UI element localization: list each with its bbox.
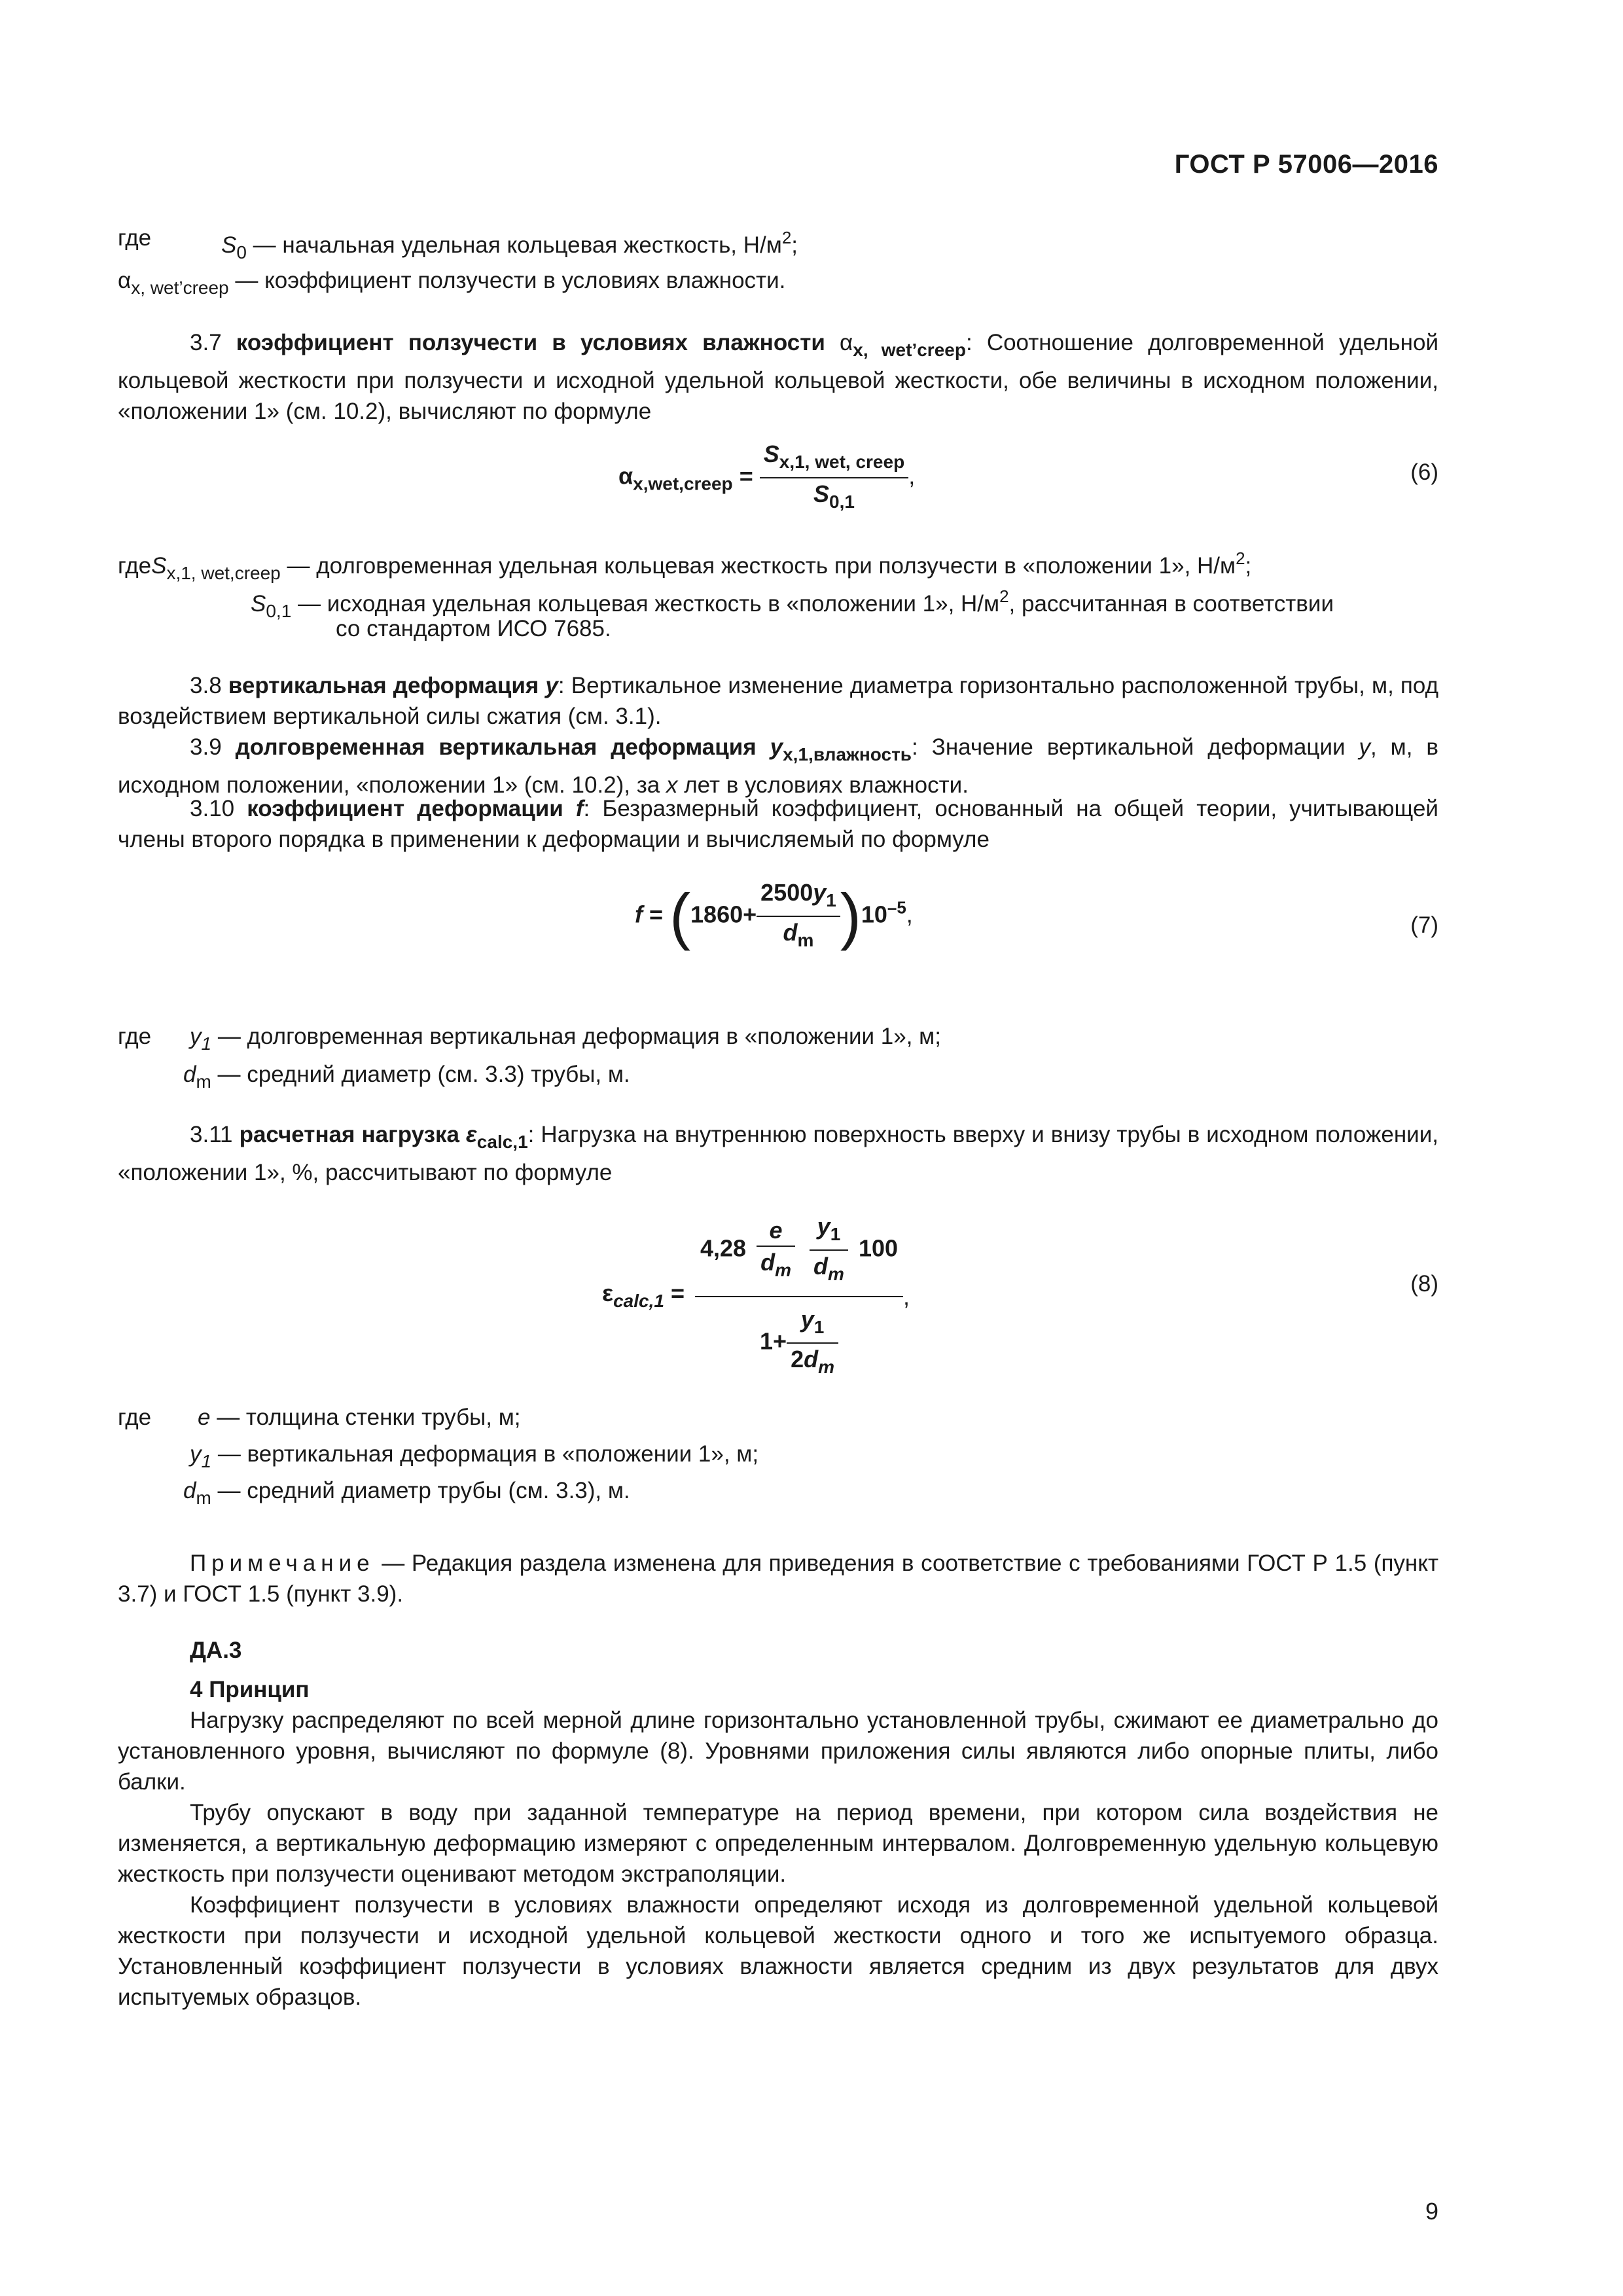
definition-line: $\alpha_{x, wet’creep}$ — коэффициент ползучести в условиях влажности.	[118, 268, 786, 298]
paragraph: Коэффициент ползучести в условиях влажности определяют исходя из долговременной удельной кольцевой жесткости при ползучести и исходной удельной кольцевой жесткости одного и того же испытуемого образца. Установленный коэффициент ползучести в условиях влажности является средним из двух результатов для двух испытуемых образцов.	[118, 1892, 1438, 2010]
formula-6: $\alpha_{x,wet,creep}$ = $\frac{S_{x,1, wet, creep}}{S_{0,1}}$ , (6)	[118, 439, 1438, 504]
formula-8: $\varepsilon_{calc,1}$ = 4,28 $\frac{e}{d_m}$ $\frac{y_1}{d_m}$ 100 1+ $\frac{y_1}{2d_m}$ , (8)	[118, 1211, 1438, 1368]
paragraph: Нагрузку распределяют по всей мерной длине горизонтально установленной трубы, сжимают ее диаметрально до установленного уровня, вычисляют по формуле (8). Уровнями приложения силы являются либо опорные плиты, либо балки.	[118, 1708, 1438, 1795]
definition-line: $d_m$ — средний диаметр трубы (см. 3.3), м.	[183, 1478, 630, 1508]
equation-number: (8)	[1410, 1271, 1438, 1297]
page-number: 9	[1425, 2198, 1438, 2225]
clause-3-7: 3.7 коэффициент ползучести в условиях влажности $\alpha_{x, wet’creep}$: Соотношение долговременной удельной кольцевой жесткости при ползучести и исходной удельной кольцевой жесткости, обе величины в исходном положении, «положении 1» (см. 10.2), вычисляют по формуле	[118, 330, 1439, 424]
definition-line: где e — толщина стенки трубы, м;	[118, 1405, 521, 1430]
definition-line: где $y_1$ — долговременная вертикальная деформация в «положении 1», м;	[118, 1024, 941, 1054]
equation-number: (7)	[1410, 912, 1438, 938]
definition-line: $S_{0,1}$ — исходная удельная кольцевая жесткость в «положении 1», $Н/м^2$, рассчитанная в соответствии	[251, 586, 1334, 621]
definition-line: $y_1$ — вертикальная деформация в «положении 1», м;	[190, 1441, 759, 1471]
definition-continuation: со стандартом ИСО 7685.	[336, 616, 611, 641]
equation-number: (6)	[1410, 459, 1438, 485]
document-id: ГОСТ Р 57006—2016	[1174, 150, 1438, 179]
definition-line: гдеS$_{x,1, wet,creep}$ — долговременная удельная кольцевая жесткость при ползучести в «положении 1», $Н/м^2$;	[118, 548, 1252, 583]
section-title: 4 Принцип	[190, 1677, 310, 1702]
formula-7: f = (1860+ $\frac{2500y_1}{d_m}$ )$10^{-5}$, (7)	[118, 877, 1438, 969]
clause-3-11: 3.11 расчетная нагрузка $\varepsilon_{calc,1}$: Нагрузка на внутреннюю поверхность вверху и внизу трубы в исходном положении, «положении 1», %, рассчитывают по формуле	[118, 1122, 1438, 1185]
definition-line: где $S_0$ — начальная удельная кольцевая жесткость, $Н/м^2$;	[118, 225, 798, 262]
clause-3-8: 3.8 вертикальная деформация y: Вертикальное изменение диаметра горизонтально расположенной трубы, м, под воздействием вертикальной силы сжатия (см. 3.1).	[118, 673, 1438, 729]
clause-3-10: 3.10 коэффициент деформации f: Безразмерный коэффициент, основанный на общей теории, учитывающей члены второго порядка в применении к деформации и вычисляемый по формуле	[118, 796, 1438, 852]
clause-3-9: 3.9 долговременная вертикальная деформация $y_{x,1,влажность}$: Значение вертикальной деформации y, м, в исходном положении, «положении 1» (см. 10.2), за x лет в условиях влажности.	[118, 734, 1438, 798]
paragraph: Трубу опускают в воду при заданной температуре на период времени, при котором сила воздействия не изменяется, а вертикальную деформацию измеряют с определенным интервалом. Долговременную удельную кольцевую жесткость при ползучести оценивают методом экстраполяции.	[118, 1800, 1438, 1887]
note: Примечание — Редакция раздела изменена для приведения в соответствие с требованиями ГОСТ Р 1.5 (пункт 3.7) и ГОСТ 1.5 (пункт 3.9).	[118, 1551, 1438, 1607]
definition-line: $d_m$ — средний диаметр (см. 3.3) трубы, м.	[183, 1062, 630, 1092]
annex-section-label: ДА.3	[190, 1638, 242, 1663]
